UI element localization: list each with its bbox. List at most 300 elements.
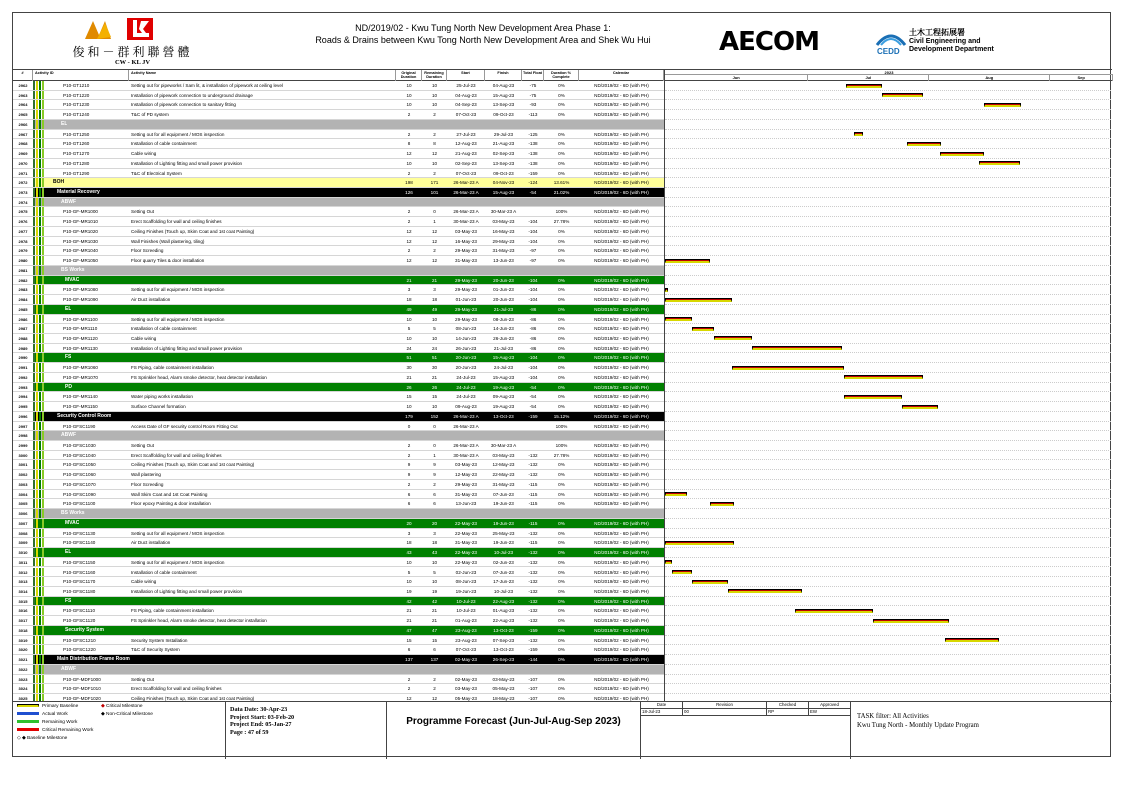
- table-row[interactable]: [13, 480, 664, 490]
- finish-date: 19-Jun-23: [493, 540, 514, 546]
- gantt-bar[interactable]: [940, 152, 984, 156]
- table-row[interactable]: [13, 149, 664, 159]
- activity-name: Setting out for all equipment / MOS inspection: [131, 316, 225, 322]
- critical-remaining-swatch: [17, 728, 39, 731]
- duration-percent: 0%: [558, 306, 565, 312]
- gantt-row: [665, 324, 1112, 334]
- table-row[interactable]: [13, 568, 664, 578]
- wbs-level-bars: [33, 295, 49, 304]
- group-row[interactable]: [13, 509, 664, 519]
- finish-date: 21-Jul-23: [493, 306, 514, 312]
- table-row[interactable]: [13, 139, 664, 149]
- row-number: 3025: [13, 694, 33, 701]
- col-activity-id[interactable]: Activity ID: [33, 70, 129, 81]
- calendar-name: [579, 665, 664, 674]
- wbs-level-bars: [33, 490, 49, 499]
- calendar-name: ND/2019/02 - 6D (with PH): [594, 238, 649, 244]
- row-number: 2970: [13, 159, 33, 168]
- table-row[interactable]: [13, 159, 664, 169]
- table-row[interactable]: [13, 529, 664, 539]
- group-label: EL: [65, 305, 72, 312]
- col-finish[interactable]: Finish: [485, 70, 522, 81]
- total-float: -86: [529, 306, 537, 312]
- duration-percent: 100%: [555, 443, 568, 448]
- activity-name: Setting out for all equipment / MOS inspection: [131, 530, 225, 536]
- group-row[interactable]: [13, 276, 664, 286]
- finish-date: 09-Oct-23: [493, 112, 514, 118]
- table-row[interactable]: [13, 246, 664, 256]
- gantt-row: [665, 480, 1112, 490]
- finish-date: 15-Aug-23: [492, 190, 515, 196]
- gantt-row: [665, 402, 1112, 412]
- total-float: -132: [528, 618, 538, 624]
- gantt-bar[interactable]: [902, 405, 938, 409]
- gantt-bar[interactable]: [795, 609, 873, 613]
- group-label: PD: [65, 383, 72, 390]
- group-row[interactable]: [13, 655, 664, 665]
- start-date: 01-Jun-23: [455, 297, 477, 303]
- wbs-level-bars: [33, 529, 49, 538]
- legend-label: Critical Milestone: [106, 704, 143, 709]
- jv-english-name: CW - KL JV: [114, 59, 151, 66]
- activity-id: P10-GFSC1110: [63, 608, 96, 614]
- row-number: 2996: [13, 412, 33, 421]
- gantt-row: [665, 100, 1112, 110]
- table-row[interactable]: [13, 227, 664, 237]
- remaining-duration: 2: [433, 481, 436, 487]
- start-date: 30-Mar-23 A: [453, 219, 479, 225]
- group-label: Main Distribution Frame Room: [57, 656, 130, 663]
- table-row[interactable]: [13, 207, 664, 217]
- group-row[interactable]: [13, 597, 664, 607]
- table-row[interactable]: [13, 324, 664, 334]
- table-row[interactable]: [13, 499, 664, 509]
- gantt-row: [665, 645, 1112, 655]
- calendar-name: ND/2019/02 - 6D (with PH): [594, 190, 649, 196]
- start-date: 26-Jun-23: [455, 345, 477, 351]
- table-row[interactable]: [13, 169, 664, 179]
- cedd-english-name: [909, 38, 994, 54]
- row-number: 3021: [13, 655, 33, 664]
- gantt-bar[interactable]: [665, 317, 692, 321]
- gantt-bar[interactable]: [714, 336, 752, 340]
- calendar-name: ND/2019/02 - 6D (with PH): [594, 306, 649, 312]
- col-num[interactable]: #: [13, 70, 33, 81]
- row-number: 2987: [13, 324, 33, 333]
- row-number: 2994: [13, 392, 33, 401]
- table-row[interactable]: [13, 295, 664, 305]
- group-row[interactable]: [13, 412, 664, 422]
- duration-percent: 0%: [558, 627, 565, 633]
- duration-percent: 0%: [558, 287, 565, 293]
- gantt-bar[interactable]: [882, 93, 922, 97]
- start-date: 02-Jun-23: [455, 569, 477, 575]
- wbs-level-bars: [33, 110, 49, 119]
- table-row[interactable]: [13, 538, 664, 548]
- gantt-bar[interactable]: [984, 103, 1021, 107]
- row-number: 3013: [13, 577, 33, 586]
- table-row[interactable]: [13, 373, 664, 383]
- table-row[interactable]: [13, 237, 664, 247]
- duration-percent: 27.78%: [553, 219, 570, 225]
- start-date: 26-Mar-23 A: [453, 423, 479, 429]
- table-row[interactable]: [13, 490, 664, 500]
- table-row[interactable]: [13, 256, 664, 266]
- original-duration: 2: [407, 452, 411, 458]
- table-row[interactable]: [13, 636, 664, 646]
- wbs-level-bars: [33, 675, 49, 684]
- remaining-duration: 10: [431, 92, 438, 98]
- total-float: -159: [528, 413, 538, 419]
- table-row[interactable]: [13, 402, 664, 412]
- remaining-duration: 18: [431, 297, 438, 303]
- table-row[interactable]: [13, 285, 664, 295]
- activity-name: Installation of cable containment: [131, 326, 197, 332]
- total-float: [522, 431, 544, 440]
- table-row[interactable]: [13, 110, 664, 120]
- gantt-row: [665, 120, 1112, 130]
- activity-name: Setting out for all equipment / MOS inspection: [131, 287, 225, 293]
- finish-date: 10-Jul-23: [493, 550, 514, 556]
- duration-percent: [544, 266, 579, 275]
- total-float: -132: [528, 608, 538, 614]
- start-date: 03-May-23: [455, 228, 477, 234]
- table-row[interactable]: [13, 587, 664, 597]
- legend-actual-work: [17, 712, 68, 717]
- table-row[interactable]: [13, 217, 664, 227]
- calendar-name: ND/2019/02 - 6D (with PH): [594, 530, 649, 536]
- gantt-bar[interactable]: [710, 502, 735, 506]
- row-number: 2992: [13, 373, 33, 382]
- wbs-level-bars: [33, 334, 49, 343]
- gantt-row: [665, 548, 1112, 558]
- start-date: 22-May-23: [455, 530, 477, 536]
- gantt-row: [665, 460, 1112, 470]
- remaining-duration: 10: [431, 579, 438, 585]
- group-row[interactable]: [13, 665, 664, 675]
- gantt-bar[interactable]: [728, 589, 802, 593]
- row-number: 3010: [13, 548, 33, 557]
- finish-date: 19-Aug-23: [492, 384, 515, 390]
- wbs-level-bars: [33, 568, 49, 577]
- calendar-name: ND/2019/02 - 6D (with PH): [594, 384, 649, 390]
- total-float: -115: [528, 501, 538, 507]
- row-number: 2975: [13, 207, 33, 216]
- wbs-level-bars: [33, 188, 49, 197]
- activity-name: Installation of cable containment: [131, 569, 197, 575]
- start-date: [447, 198, 485, 207]
- original-duration: 12: [406, 238, 412, 244]
- gantt-bar[interactable]: [692, 580, 728, 584]
- duration-percent: 0%: [558, 647, 565, 653]
- table-row[interactable]: [13, 130, 664, 140]
- original-duration: 10: [406, 102, 412, 108]
- duration-percent: 0%: [558, 481, 565, 487]
- remaining-duration: 10: [431, 160, 438, 166]
- group-row[interactable]: [13, 305, 664, 315]
- table-row[interactable]: [13, 344, 664, 354]
- gantt-bar[interactable]: [665, 298, 732, 302]
- gantt-bar[interactable]: [672, 570, 692, 574]
- calendar-name: ND/2019/02 - 6D (with PH): [594, 423, 649, 429]
- start-date: 24-Jul-23: [456, 384, 476, 390]
- duration-percent: 0%: [558, 345, 565, 351]
- original-duration: [396, 266, 422, 275]
- gantt-row: [665, 237, 1112, 247]
- wbs-level-bars: [33, 626, 49, 635]
- col-remaining-duration[interactable]: Remaining Duration: [422, 70, 447, 81]
- row-number: 2982: [13, 276, 33, 285]
- gantt-bar[interactable]: [665, 259, 710, 263]
- remaining-duration: 42: [431, 598, 438, 604]
- cedd-emblem-icon: [875, 25, 907, 57]
- table-row[interactable]: [13, 422, 664, 432]
- remaining-duration: 3: [433, 287, 436, 293]
- col-total-float[interactable]: Total Float: [522, 70, 544, 81]
- remaining-duration: [422, 266, 447, 275]
- remaining-duration: [422, 509, 447, 518]
- wbs-level-bars: [33, 363, 49, 372]
- table-row[interactable]: [13, 684, 664, 694]
- duration-percent: 0%: [558, 83, 565, 88]
- table-row[interactable]: [13, 470, 664, 480]
- remaining-duration: 19: [431, 588, 438, 594]
- calendar-name: ND/2019/02 - 6D (with PH): [594, 345, 649, 351]
- row-number: 2995: [13, 402, 33, 411]
- gantt-bar[interactable]: [844, 395, 902, 399]
- total-float: [522, 509, 544, 518]
- original-duration: 18: [406, 297, 412, 303]
- wbs-level-bars: [33, 412, 49, 421]
- activity-id: P10-GFSC1150: [63, 559, 96, 565]
- finish-date: 02-Sep-23: [492, 151, 515, 157]
- title-line-1: ND/2019/02 - Kwu Tung North New Development Area Phase 1:: [355, 23, 611, 33]
- title-line-2: Roads & Drains between Kwu Tong North New Development Area and Shek Wu Hui: [315, 35, 651, 45]
- wbs-level-bars: [33, 178, 49, 187]
- start-date: 05-May-23: [455, 695, 477, 701]
- calendar-name: [579, 120, 664, 129]
- gantt-bar[interactable]: [945, 638, 999, 642]
- remaining-duration: 26: [431, 384, 438, 390]
- jv-chinese-name: 俊和－群利聯營體: [72, 45, 193, 59]
- activity-name: Setting Out: [131, 676, 154, 682]
- gantt-bar[interactable]: [665, 541, 734, 545]
- finish-date: 01-Jun-23: [493, 287, 514, 293]
- group-row[interactable]: [13, 266, 664, 276]
- project-title: [273, 22, 693, 46]
- table-row[interactable]: [13, 441, 664, 451]
- finish-date: 21-Aug-23: [492, 141, 515, 147]
- gantt-bar[interactable]: [846, 84, 883, 88]
- row-number: 3014: [13, 587, 33, 596]
- start-date: 26-Mar-23 A: [453, 209, 479, 215]
- start-date: 10-Jul-23: [456, 598, 476, 604]
- row-number: 2968: [13, 139, 33, 148]
- total-float: [522, 198, 544, 207]
- duration-percent: 0%: [558, 112, 565, 118]
- activity-name: Installation of Lighting fitting and small power provision: [131, 160, 243, 166]
- total-float: -86: [529, 335, 537, 341]
- legend-label: Non-Critical Milestone: [106, 712, 153, 717]
- finish-date: 19-Aug-23: [492, 404, 515, 410]
- start-date: 22-May-23: [455, 559, 477, 565]
- legend-label: Baseline Milestone: [27, 736, 68, 741]
- activity-table: [13, 81, 664, 701]
- gantt-row: [665, 451, 1112, 461]
- row-number: 3011: [13, 558, 33, 567]
- table-row[interactable]: [13, 616, 664, 626]
- group-row[interactable]: [13, 120, 664, 130]
- remaining-duration: 5: [433, 569, 436, 575]
- original-duration: 24: [406, 345, 412, 351]
- table-row[interactable]: [13, 577, 664, 587]
- calendar-name: ND/2019/02 - 6D (with PH): [594, 287, 649, 293]
- wbs-level-bars: [33, 431, 49, 440]
- legend-label: Primary Baseline: [42, 704, 79, 709]
- total-float: -97: [529, 248, 537, 254]
- calendar-name: ND/2019/02 - 6D (with PH): [594, 413, 649, 419]
- original-duration: 2: [407, 209, 411, 215]
- original-duration: 2: [407, 686, 411, 692]
- wbs-level-bars: [33, 558, 49, 567]
- finish-date: [485, 431, 522, 440]
- col-calendar[interactable]: Calendar: [579, 70, 664, 81]
- gantt-bar[interactable]: [732, 366, 844, 370]
- table-row[interactable]: [13, 81, 664, 91]
- activity-name: Floor quarry Tiles & door installation: [131, 258, 205, 264]
- remaining-duration: 6: [433, 501, 436, 507]
- table-row[interactable]: [13, 558, 664, 568]
- group-row[interactable]: [13, 548, 664, 558]
- original-duration: 15: [406, 637, 412, 643]
- group-row[interactable]: [13, 431, 664, 441]
- finish-date: 07-Sep-23: [492, 637, 515, 643]
- group-row[interactable]: [13, 383, 664, 393]
- table-row[interactable]: [13, 91, 664, 101]
- activity-name: Security System Installation: [131, 637, 188, 643]
- activity-id: P10-GF-MR1080: [63, 287, 98, 293]
- group-row[interactable]: [13, 626, 664, 636]
- row-number: 2991: [13, 363, 33, 372]
- calendar-name: ND/2019/02 - 6D (with PH): [594, 540, 649, 546]
- col-start[interactable]: Start: [447, 70, 485, 81]
- total-float: -132: [528, 637, 538, 643]
- calendar-name: ND/2019/02 - 6D (with PH): [594, 520, 649, 526]
- calendar-name: ND/2019/02 - 6D (with PH): [594, 83, 649, 88]
- table-row[interactable]: [13, 606, 664, 616]
- table-row[interactable]: [13, 675, 664, 685]
- gantt-bar[interactable]: [692, 327, 714, 331]
- remaining-duration: 21: [431, 618, 438, 624]
- remaining-duration: [422, 431, 447, 440]
- calendar-name: [579, 266, 664, 275]
- col-original-duration[interactable]: Original Duration: [396, 70, 422, 81]
- group-label: BS Works: [61, 266, 85, 273]
- program-name: Kwu Tung North - Monthly Update Program: [857, 722, 979, 729]
- gantt-bar[interactable]: [665, 288, 668, 292]
- finish-date: 03-May-23: [492, 676, 515, 682]
- original-duration: 12: [406, 258, 412, 264]
- remaining-duration: 47: [431, 627, 438, 633]
- total-float: -132: [528, 569, 538, 575]
- row-number: 2999: [13, 441, 33, 450]
- calendar-name: ND/2019/02 - 6D (with PH): [594, 219, 649, 225]
- gantt-bar[interactable]: [665, 492, 687, 496]
- total-float: -104: [528, 355, 538, 361]
- original-duration: 8: [407, 141, 411, 147]
- start-date: 23-Aug-23: [455, 627, 477, 633]
- gantt-bar[interactable]: [665, 560, 672, 564]
- original-duration: 21: [406, 277, 412, 283]
- table-row[interactable]: [13, 100, 664, 110]
- activity-id: P10-GF-MDF1000: [63, 676, 101, 682]
- group-row[interactable]: [13, 198, 664, 208]
- legend-baseline-milestone: [17, 736, 67, 741]
- wbs-level-bars: [33, 198, 49, 207]
- group-row[interactable]: [13, 519, 664, 529]
- total-float: -159: [528, 627, 538, 633]
- activity-name: Erect Scaffolding for wall and ceiling finishes: [131, 452, 222, 458]
- gantt-bar[interactable]: [844, 375, 922, 379]
- table-row[interactable]: [13, 363, 664, 373]
- duration-percent: 15.12%: [553, 413, 570, 419]
- finish-date: 13-Oct-23: [493, 647, 514, 653]
- group-label: EL: [61, 120, 68, 127]
- row-number: 2973: [13, 188, 33, 197]
- table-row[interactable]: [13, 694, 664, 701]
- wbs-level-bars: [33, 149, 49, 158]
- row-number: 2978: [13, 237, 33, 246]
- group-label: MVAC: [65, 519, 80, 526]
- activity-id: P10-GF-MR1110: [63, 326, 98, 332]
- gantt-bar[interactable]: [873, 619, 949, 623]
- row-number: 2986: [13, 315, 33, 324]
- gantt-row: [665, 383, 1112, 393]
- gantt-row: [665, 188, 1112, 198]
- activity-id: P10-GFSC1100: [63, 501, 96, 507]
- total-float: [522, 120, 544, 129]
- gantt-bar[interactable]: [854, 132, 863, 136]
- group-row[interactable]: [13, 353, 664, 363]
- page-number: Page : 47 of 59: [230, 728, 269, 736]
- gantt-row: [665, 139, 1112, 149]
- table-row[interactable]: [13, 334, 664, 344]
- finish-date: 26-Jun-23: [493, 335, 514, 341]
- group-row[interactable]: [13, 188, 664, 198]
- table-row[interactable]: [13, 451, 664, 461]
- gantt-bar[interactable]: [752, 346, 842, 350]
- remaining-duration: 43: [431, 550, 438, 556]
- legend-critical-remaining: [17, 728, 93, 733]
- original-duration: 21: [406, 608, 412, 614]
- gantt-bar[interactable]: [979, 161, 1019, 165]
- table-row[interactable]: [13, 645, 664, 655]
- group-row[interactable]: [13, 178, 664, 188]
- col-activity-name[interactable]: Activity Name: [129, 70, 396, 81]
- col-duration-pct[interactable]: Duration % Complete: [544, 70, 579, 81]
- duration-percent: 0%: [558, 238, 565, 244]
- original-duration: 26: [406, 384, 412, 390]
- table-row[interactable]: [13, 392, 664, 402]
- gantt-bar[interactable]: [907, 142, 941, 146]
- duration-percent: 0%: [558, 501, 565, 507]
- table-row[interactable]: [13, 460, 664, 470]
- duration-percent: 0%: [558, 404, 565, 410]
- remaining-duration: 10: [431, 335, 438, 341]
- start-date: 10-Jul-23: [456, 608, 476, 614]
- row-number: 3004: [13, 490, 33, 499]
- table-row[interactable]: [13, 315, 664, 325]
